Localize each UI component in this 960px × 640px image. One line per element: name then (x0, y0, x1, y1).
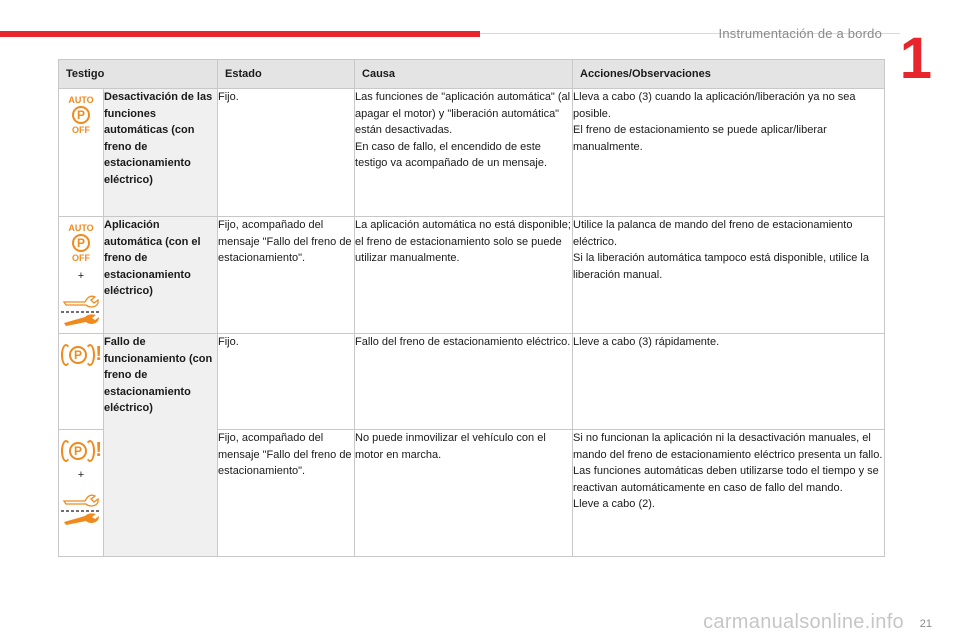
header-accent-bar (0, 31, 480, 37)
state-cell: Fijo. (218, 89, 355, 217)
service-wrench-icon (61, 285, 101, 327)
auto-label: AUTO (68, 95, 94, 105)
cause-cell: Fallo del freno de estacionamiento eléctrico. (355, 334, 573, 430)
indicator-cell (59, 89, 104, 217)
cause-cell: La aplicación automática no está disponible; el freno de estacionamiento solo se puede utilizar manualmente. (355, 217, 573, 334)
warning-lights-table (58, 59, 885, 557)
exclamation-mark: ! (95, 343, 102, 365)
auto-label: AUTO (68, 223, 94, 233)
section-title: Instrumentación de a bordo (718, 26, 882, 41)
state-cell: Fijo, acompañado del mensaje "Fallo del freno de estacionamiento". (218, 430, 355, 557)
plus-sign: + (77, 469, 85, 481)
auto-off-parking-brake-icon (66, 95, 96, 139)
indicator-name: Aplicación automática (con el freno de estacionamiento eléctrico) (104, 217, 218, 334)
indicator-cell (59, 217, 104, 334)
indicator-name: Fallo de funcionamiento (con freno de estacionamiento eléctrico) (104, 334, 218, 557)
table-row (59, 334, 885, 430)
column-header-testigo: Testigo (59, 60, 218, 89)
off-label: OFF (72, 253, 90, 263)
state-cell: Fijo, acompañado del mensaje "Fallo del freno de estacionamiento". (218, 217, 355, 334)
actions-cell: Lleva a cabo (3) cuando la aplicación/liberación ya no sea posible. El freno de estacionamiento se puede aplicar/liberar manualmente. (573, 89, 885, 217)
actions-cell: Lleve a cabo (3) rápidamente. (573, 334, 885, 430)
actions-cell: Si no funcionan la aplicación ni la desactivación manuales, el mando del freno de estacionamiento eléctrico presenta un fallo. Las funciones automáticas deben utilizarse todo el tiempo y se reactivan automáticamente en caso de fallo del mando. Lleve a cabo (2). (573, 430, 885, 557)
column-header-estado: Estado (218, 60, 355, 89)
indicator-cell (59, 430, 104, 557)
indicator-cell (59, 334, 104, 430)
actions-cell: Utilice la palanca de mando del freno de estacionamiento eléctrico. Si la liberación automática tampoco está disponible, utilice la liberación manual. (573, 217, 885, 334)
page-number: 21 (919, 618, 932, 630)
table-row (59, 89, 885, 217)
cause-cell: No puede inmovilizar el vehículo con el motor en marcha. (355, 430, 573, 557)
parking-brake-fault-icon (59, 340, 103, 370)
indicator-name: Desactivación de las funciones automáticas (con freno de estacionamiento eléctrico) (104, 89, 218, 217)
table-row (59, 217, 885, 334)
chapter-number: 1 (899, 26, 932, 91)
exclamation-mark: ! (95, 439, 102, 461)
plus-sign: + (77, 270, 85, 282)
column-header-causa: Causa (355, 60, 573, 89)
off-label: OFF (72, 125, 90, 135)
state-cell: Fijo. (218, 334, 355, 430)
auto-off-parking-brake-icon (66, 223, 96, 267)
service-wrench-icon (61, 484, 101, 526)
watermark: carmanualsonline.info (703, 611, 904, 633)
brake-letter: P (69, 346, 87, 364)
brake-letter: P (72, 106, 90, 124)
brake-letter: P (72, 234, 90, 252)
parking-brake-fault-icon (59, 436, 103, 466)
table-header-row (59, 60, 885, 89)
column-header-acciones: Acciones/Observaciones (573, 60, 885, 89)
cause-cell: Las funciones de "aplicación automática" (al apagar el motor) y "liberación automática" están desactivadas. En caso de fallo, el encendido de este testigo va acompañado de un mensaje. (355, 89, 573, 217)
brake-letter: P (69, 442, 87, 460)
